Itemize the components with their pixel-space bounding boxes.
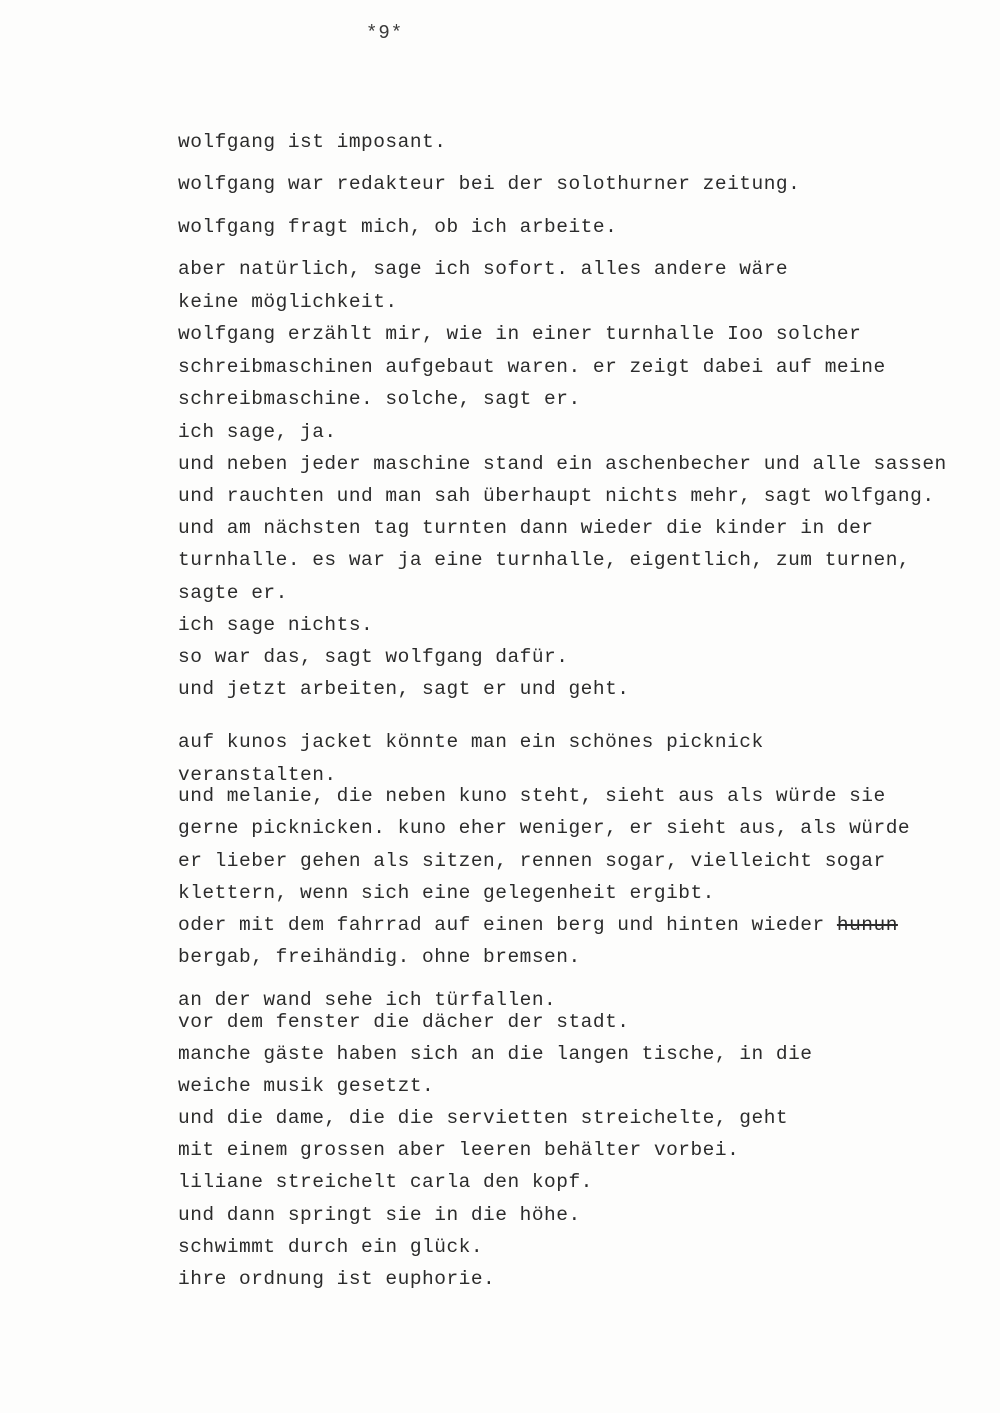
struck-word: hunun — [836, 914, 898, 936]
text-line: auf kunos jacket könnte man ein schönes picknick — [178, 731, 764, 753]
text-line: und neben jeder maschine stand ein aschenbecher und alle sassen — [178, 453, 947, 475]
text-line: schwimmt durch ein glück. — [178, 1236, 484, 1258]
text-line: schreibmaschine. solche, sagt er. — [178, 388, 581, 410]
page-number: *9* — [366, 22, 404, 44]
text-line: mit einem grossen aber leeren behälter vorbei. — [178, 1139, 740, 1161]
text-line: weiche musik gesetzt. — [178, 1075, 435, 1097]
text-line: vor dem fenster die dächer der stadt. — [178, 1011, 630, 1033]
text-line: klettern, wenn sich eine gelegenheit ergibt. — [178, 882, 715, 904]
text-line: wolfgang ist imposant. — [178, 131, 447, 153]
text-line: veranstalten. — [178, 764, 337, 786]
text-line: ihre ordnung ist euphorie. — [178, 1268, 496, 1290]
text-line: schreibmaschinen aufgebaut waren. er zeigt dabei auf meine — [178, 356, 886, 378]
text-line: sagte er. — [178, 582, 288, 604]
text-line: wolfgang war redakteur bei der solothurner zeitung. — [178, 173, 801, 195]
text-line: und dann springt sie in die höhe. — [178, 1204, 581, 1226]
text-line-with-strikeout — [178, 914, 898, 936]
text-line-part: oder mit dem fahrrad auf einen berg und hinten wieder — [178, 914, 825, 936]
text-line: und am nächsten tag turnten dann wieder die kinder in der — [178, 517, 874, 539]
text-line: wolfgang erzählt mir, wie in einer turnhalle Ioo solcher — [178, 323, 862, 345]
text-line: wolfgang fragt mich, ob ich arbeite. — [178, 216, 618, 238]
text-line: turnhalle. es war ja eine turnhalle, eigentlich, zum turnen, — [178, 549, 911, 571]
text-line: er lieber gehen als sitzen, rennen sogar, vielleicht sogar — [178, 850, 886, 872]
text-line: ich sage nichts. — [178, 614, 374, 636]
text-line: so war das, sagt wolfgang dafür. — [178, 646, 569, 668]
text-line: bergab, freihändig. ohne bremsen. — [178, 946, 581, 968]
text-line: manche gäste haben sich an die langen tische, in die — [178, 1043, 813, 1065]
text-line: aber natürlich, sage ich sofort. alles andere wäre — [178, 258, 789, 280]
text-line: an der wand sehe ich türfallen. — [178, 989, 557, 1011]
text-line: und jetzt arbeiten, sagt er und geht. — [178, 678, 630, 700]
text-line: ich sage, ja. — [178, 421, 337, 443]
text-line: und rauchten und man sah überhaupt nichts mehr, sagt wolfgang. — [178, 485, 935, 507]
text-line: liliane streichelt carla den kopf. — [178, 1171, 593, 1193]
text-line: und die dame, die die servietten streichelte, geht — [178, 1107, 789, 1129]
text-line: keine möglichkeit. — [178, 291, 398, 313]
text-line: und melanie, die neben kuno steht, sieht aus als würde sie — [178, 785, 886, 807]
text-line: gerne picknicken. kuno eher weniger, er sieht aus, als würde — [178, 817, 911, 839]
